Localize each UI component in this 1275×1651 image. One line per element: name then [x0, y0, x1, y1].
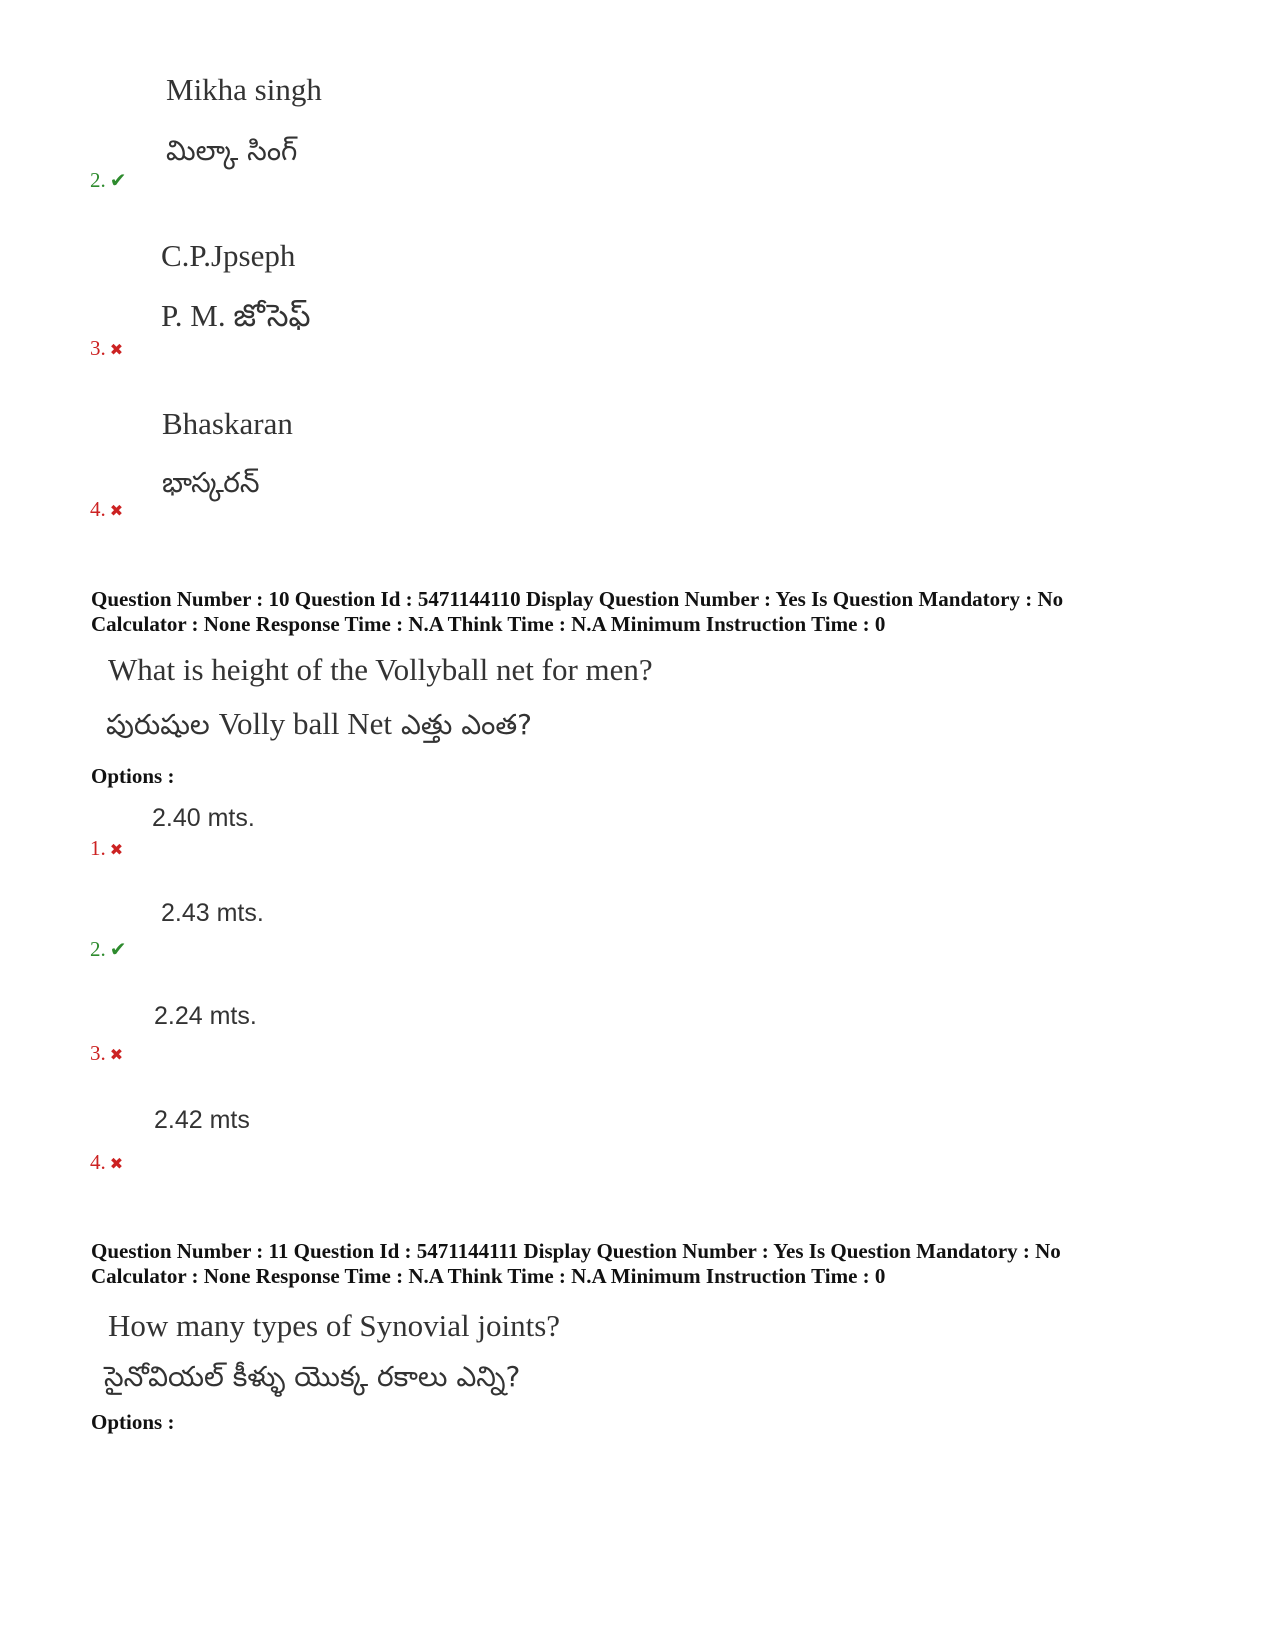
option-marker	[90, 168, 127, 192]
option-text: 2.24 mts.	[154, 1002, 257, 1030]
question-meta-line1: Question Number : 10 Question Id : 5471144110 Display Question Number : Yes Is Question Mandatory : No	[91, 587, 1064, 611]
question-text-te-post: ఎత్తు ఎంత?	[400, 708, 532, 741]
check-icon: ✔	[109, 168, 127, 192]
question-text-te-latin: Volly ball Net	[218, 706, 393, 741]
option-text: 2.43 mts.	[161, 899, 264, 927]
option-number: 4.	[90, 497, 106, 521]
option-text-en: Mikha singh	[166, 72, 322, 107]
question-text-te-pre: పురుషుల	[106, 708, 210, 741]
option-number: 3.	[90, 1041, 106, 1065]
question-text-te	[106, 706, 532, 748]
cross-icon: ✖	[109, 1154, 124, 1173]
option-number: 1.	[90, 836, 106, 860]
option-text-en: C.P.Jpseph	[161, 238, 296, 273]
option-text: 2.40 mts.	[152, 804, 255, 832]
options-label: Options :	[91, 1410, 175, 1434]
option-number: 2.	[90, 168, 106, 192]
option-text-te: P. M. జోసెఫ్	[161, 298, 311, 333]
option-text-en: Bhaskaran	[162, 406, 293, 441]
question-text-en: How many types of Synovial joints?	[108, 1308, 561, 1343]
question-meta	[91, 1239, 1061, 1289]
check-icon: ✔	[109, 937, 127, 961]
option-number: 4.	[90, 1150, 106, 1174]
question-meta-line1: Question Number : 11 Question Id : 5471144111 Display Question Number : Yes Is Question Mandatory : No	[91, 1239, 1061, 1263]
option-marker	[90, 836, 123, 862]
option-text-te: మిల్కా సింగ్	[166, 134, 298, 167]
option-marker	[90, 1041, 123, 1067]
options-label: Options :	[91, 764, 175, 788]
question-meta-line2: Calculator : None Response Time : N.A Think Time : N.A Minimum Instruction Time : 0	[91, 1264, 886, 1288]
cross-icon: ✖	[109, 340, 124, 359]
cross-icon: ✖	[109, 501, 124, 520]
option-marker	[90, 497, 123, 523]
option-marker	[90, 336, 123, 362]
option-text: 2.42 mts	[154, 1106, 250, 1134]
question-text-te: సైనోవియల్ కీళ్ళు యొక్క రకాలు ఎన్ని?	[104, 1360, 521, 1393]
option-marker	[90, 1150, 123, 1176]
cross-icon: ✖	[109, 840, 124, 859]
question-meta	[91, 587, 1063, 637]
cross-icon: ✖	[109, 1045, 124, 1064]
option-number: 2.	[90, 937, 106, 961]
question-meta-line2: Calculator : None Response Time : N.A Think Time : N.A Minimum Instruction Time : 0	[91, 612, 886, 636]
option-text-te: భాస్కరన్	[162, 466, 260, 499]
option-number: 3.	[90, 336, 106, 360]
question-text-en: What is height of the Vollyball net for men?	[108, 652, 653, 687]
option-marker	[90, 937, 127, 961]
